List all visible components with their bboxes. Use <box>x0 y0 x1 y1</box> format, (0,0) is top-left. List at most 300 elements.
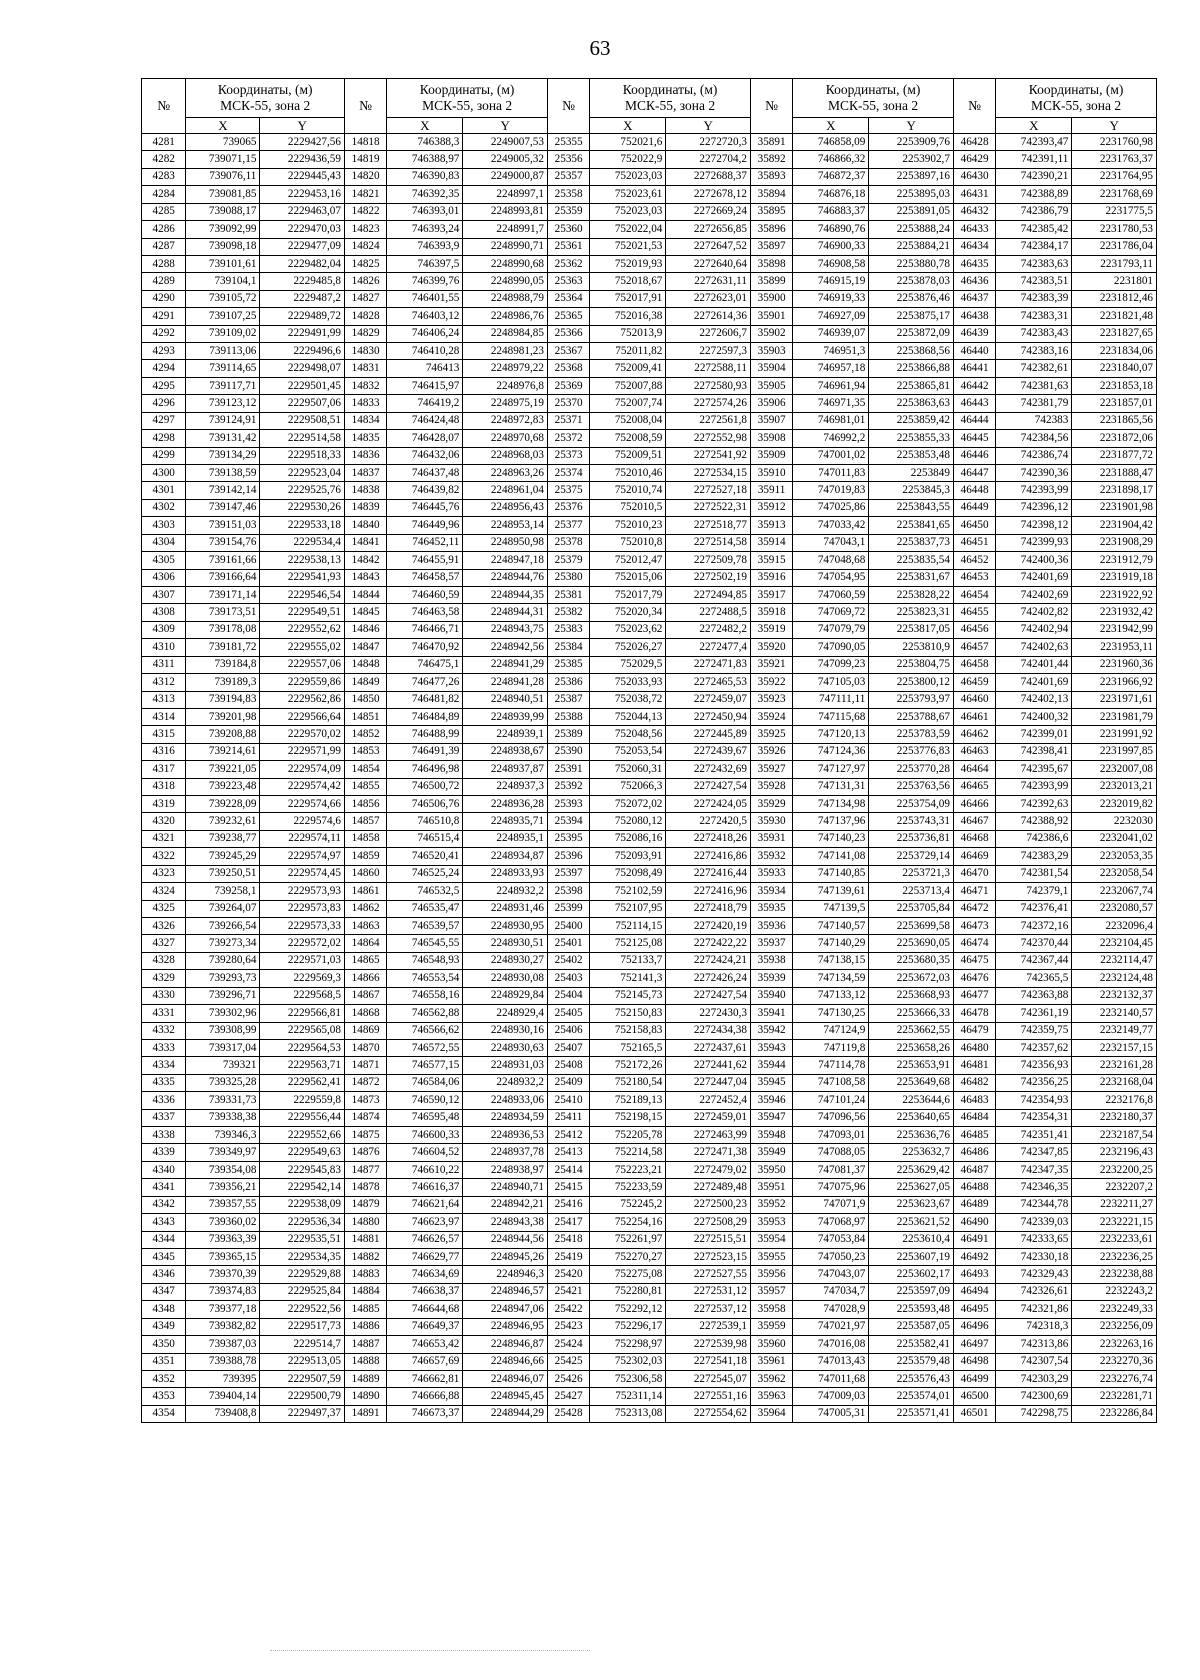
point-number: 25426 <box>547 1370 589 1387</box>
y-coordinate: 2248929,84 <box>463 987 548 1004</box>
point-number: 4285 <box>142 203 186 220</box>
point-number: 25361 <box>547 238 589 255</box>
y-coordinate: 2253884,21 <box>869 238 954 255</box>
table-row <box>142 412 1157 429</box>
point-number: 14837 <box>344 465 386 482</box>
y-coordinate: 2272479,02 <box>666 1161 751 1178</box>
x-coordinate: 747021,97 <box>793 1318 869 1335</box>
y-coordinate: 2231853,18 <box>1072 377 1157 394</box>
point-number: 25385 <box>547 656 589 673</box>
x-coordinate: 747111,11 <box>793 691 869 708</box>
x-coordinate: 746515,4 <box>387 830 463 847</box>
y-coordinate: 2253627,05 <box>869 1179 954 1196</box>
table-row <box>142 203 1157 220</box>
x-coordinate: 742401,69 <box>996 569 1072 586</box>
x-coordinate: 752009,41 <box>590 360 666 377</box>
header-coord-system: МСК-55, зона 2 <box>625 98 716 113</box>
x-coordinate: 742298,75 <box>996 1405 1072 1422</box>
point-number: 14850 <box>344 691 386 708</box>
x-coordinate: 747140,57 <box>793 917 869 934</box>
y-coordinate: 2229489,72 <box>260 308 345 325</box>
x-coordinate: 752044,13 <box>590 708 666 725</box>
y-coordinate: 2248946,07 <box>463 1370 548 1387</box>
header-coord-title: Координаты, (м) <box>1028 82 1124 98</box>
point-number: 14834 <box>344 412 386 429</box>
y-coordinate: 2231901,98 <box>1072 499 1157 516</box>
point-number: 4344 <box>142 1231 186 1248</box>
y-coordinate: 2253770,28 <box>869 761 954 778</box>
point-number: 35964 <box>750 1405 792 1422</box>
y-coordinate: 2231960,36 <box>1072 656 1157 673</box>
point-number: 14841 <box>344 534 386 551</box>
x-coordinate: 752080,12 <box>590 813 666 830</box>
point-number: 4301 <box>142 482 186 499</box>
y-coordinate: 2229525,76 <box>260 482 345 499</box>
x-coordinate: 752015,06 <box>590 569 666 586</box>
table-row <box>142 377 1157 394</box>
point-number: 46457 <box>953 639 995 656</box>
x-coordinate: 742321,86 <box>996 1301 1072 1318</box>
x-coordinate: 752017,91 <box>590 290 666 307</box>
y-coordinate: 2229559,86 <box>260 674 345 691</box>
x-coordinate: 752022,9 <box>590 151 666 168</box>
y-coordinate: 2253875,17 <box>869 308 954 325</box>
point-number: 25382 <box>547 604 589 621</box>
point-number: 4347 <box>142 1283 186 1300</box>
x-coordinate: 746604,52 <box>387 1144 463 1161</box>
point-number: 35898 <box>750 255 792 272</box>
y-coordinate: 2229562,41 <box>260 1074 345 1091</box>
y-coordinate: 2229507,59 <box>260 1370 345 1387</box>
point-number: 14873 <box>344 1092 386 1109</box>
y-coordinate: 2253828,22 <box>869 586 954 603</box>
y-coordinate: 2272606,7 <box>666 325 751 342</box>
y-coordinate: 2248944,76 <box>463 569 548 586</box>
x-coordinate: 747133,12 <box>793 987 869 1004</box>
point-number: 4314 <box>142 708 186 725</box>
x-coordinate: 746939,07 <box>793 325 869 342</box>
x-coordinate: 752172,26 <box>590 1057 666 1074</box>
point-number: 25379 <box>547 552 589 569</box>
x-coordinate: 739194,83 <box>186 691 260 708</box>
point-number: 25380 <box>547 569 589 586</box>
table-row <box>142 708 1157 725</box>
table-row <box>142 656 1157 673</box>
y-coordinate: 2232233,61 <box>1072 1231 1157 1248</box>
point-number: 46495 <box>953 1301 995 1318</box>
x-coordinate: 739280,64 <box>186 952 260 969</box>
y-coordinate: 2272539,1 <box>666 1318 751 1335</box>
y-coordinate: 2231865,56 <box>1072 412 1157 429</box>
y-coordinate: 2232013,21 <box>1072 778 1157 795</box>
x-coordinate: 752302,03 <box>590 1353 666 1370</box>
point-number: 25423 <box>547 1318 589 1335</box>
table-row <box>142 1022 1157 1039</box>
y-coordinate: 2248997,1 <box>463 186 548 203</box>
x-coordinate: 739076,11 <box>186 168 260 185</box>
point-number: 4330 <box>142 987 186 1004</box>
table-row <box>142 743 1157 760</box>
x-coordinate: 746883,37 <box>793 203 869 220</box>
x-coordinate: 752022,04 <box>590 221 666 238</box>
x-coordinate: 752072,02 <box>590 796 666 813</box>
header-x: X <box>186 118 260 134</box>
y-coordinate: 2253649,68 <box>869 1074 954 1091</box>
x-coordinate: 752133,7 <box>590 952 666 969</box>
x-coordinate: 742399,01 <box>996 726 1072 743</box>
point-number: 35911 <box>750 482 792 499</box>
x-coordinate: 746662,81 <box>387 1370 463 1387</box>
x-coordinate: 747025,86 <box>793 499 869 516</box>
point-number: 35948 <box>750 1127 792 1144</box>
x-coordinate: 752013,9 <box>590 325 666 342</box>
header-x: X <box>387 118 463 134</box>
x-coordinate: 742346,35 <box>996 1179 1072 1196</box>
x-coordinate: 746992,2 <box>793 430 869 447</box>
y-coordinate: 2248930,63 <box>463 1039 548 1056</box>
x-coordinate: 739293,73 <box>186 970 260 987</box>
y-coordinate: 2232080,57 <box>1072 900 1157 917</box>
point-number: 4350 <box>142 1336 186 1353</box>
table-row <box>142 1370 1157 1387</box>
x-coordinate: 747019,83 <box>793 482 869 499</box>
point-number: 14888 <box>344 1353 386 1370</box>
point-number: 35946 <box>750 1092 792 1109</box>
x-coordinate: 742381,54 <box>996 865 1072 882</box>
point-number: 14865 <box>344 952 386 969</box>
y-coordinate: 2231821,48 <box>1072 308 1157 325</box>
table-row <box>142 987 1157 1004</box>
point-number: 4341 <box>142 1179 186 1196</box>
point-number: 14856 <box>344 796 386 813</box>
table-row <box>142 674 1157 691</box>
table-row <box>142 465 1157 482</box>
y-coordinate: 2229482,04 <box>260 255 345 272</box>
x-coordinate: 747079,79 <box>793 621 869 638</box>
x-coordinate: 739395 <box>186 1370 260 1387</box>
point-number: 46468 <box>953 830 995 847</box>
y-coordinate: 2253587,05 <box>869 1318 954 1335</box>
table-row <box>142 935 1157 952</box>
x-coordinate: 742303,29 <box>996 1370 1072 1387</box>
table-row <box>142 621 1157 638</box>
point-number: 46485 <box>953 1127 995 1144</box>
point-number: 46451 <box>953 534 995 551</box>
point-number: 46439 <box>953 325 995 342</box>
x-coordinate: 752016,38 <box>590 308 666 325</box>
header-coord-title: Координаты, (м) <box>622 82 718 98</box>
y-coordinate: 2253897,16 <box>869 168 954 185</box>
x-coordinate: 742400,36 <box>996 552 1072 569</box>
y-coordinate: 2248976,8 <box>463 377 548 394</box>
table-row <box>142 255 1157 272</box>
point-number: 35894 <box>750 186 792 203</box>
coordinates-table-container <box>141 78 1157 1423</box>
y-coordinate: 2272416,96 <box>666 883 751 900</box>
y-coordinate: 2253793,97 <box>869 691 954 708</box>
x-coordinate: 752053,54 <box>590 743 666 760</box>
point-number: 14882 <box>344 1249 386 1266</box>
y-coordinate: 2272534,15 <box>666 465 751 482</box>
y-coordinate: 2253653,91 <box>869 1057 954 1074</box>
point-number: 25396 <box>547 848 589 865</box>
y-coordinate: 2231942,99 <box>1072 621 1157 638</box>
x-coordinate: 746410,28 <box>387 343 463 360</box>
point-number: 14819 <box>344 151 386 168</box>
x-coordinate: 742393,47 <box>996 134 1072 151</box>
y-coordinate: 2272427,54 <box>666 987 751 1004</box>
y-coordinate: 2229496,6 <box>260 343 345 360</box>
point-number: 46441 <box>953 360 995 377</box>
x-coordinate: 746673,37 <box>387 1405 463 1422</box>
point-number: 4333 <box>142 1039 186 1056</box>
point-number: 46481 <box>953 1057 995 1074</box>
x-coordinate: 739349,97 <box>186 1144 260 1161</box>
header-y: Y <box>260 118 345 134</box>
point-number: 35916 <box>750 569 792 586</box>
x-coordinate: 752007,88 <box>590 377 666 394</box>
point-number: 46431 <box>953 186 995 203</box>
point-number: 25417 <box>547 1214 589 1231</box>
x-coordinate: 746406,24 <box>387 325 463 342</box>
x-coordinate: 742359,75 <box>996 1022 1072 1039</box>
x-coordinate: 747028,9 <box>793 1301 869 1318</box>
point-number: 46498 <box>953 1353 995 1370</box>
y-coordinate: 2231763,37 <box>1072 151 1157 168</box>
y-coordinate: 2248938,67 <box>463 743 548 760</box>
x-coordinate: 746558,16 <box>387 987 463 1004</box>
point-number: 46444 <box>953 412 995 429</box>
y-coordinate: 2253713,4 <box>869 883 954 900</box>
y-coordinate: 2229453,16 <box>260 186 345 203</box>
table-row <box>142 830 1157 847</box>
x-coordinate: 752029,5 <box>590 656 666 673</box>
y-coordinate: 2272541,92 <box>666 447 751 464</box>
x-coordinate: 747054,95 <box>793 569 869 586</box>
point-number: 46453 <box>953 569 995 586</box>
point-number: 25393 <box>547 796 589 813</box>
y-coordinate: 2248956,43 <box>463 499 548 516</box>
point-number: 14843 <box>344 569 386 586</box>
y-coordinate: 2253721,3 <box>869 865 954 882</box>
point-number: 14821 <box>344 186 386 203</box>
header-coord-system: МСК-55, зона 2 <box>1031 98 1122 113</box>
y-coordinate: 2272418,79 <box>666 900 751 917</box>
header-x: X <box>793 118 869 134</box>
header-coordinates <box>186 79 345 118</box>
x-coordinate: 742393,99 <box>996 482 1072 499</box>
y-coordinate: 2272447,04 <box>666 1074 751 1091</box>
y-coordinate: 2229545,83 <box>260 1161 345 1178</box>
y-coordinate: 2248946,57 <box>463 1283 548 1300</box>
x-coordinate: 742347,85 <box>996 1144 1072 1161</box>
y-coordinate: 2272427,54 <box>666 778 751 795</box>
y-coordinate: 2253690,05 <box>869 935 954 952</box>
point-number: 35907 <box>750 412 792 429</box>
point-number: 4354 <box>142 1405 186 1422</box>
table-row <box>142 1092 1157 1109</box>
point-number: 25376 <box>547 499 589 516</box>
y-coordinate: 2248944,56 <box>463 1231 548 1248</box>
x-coordinate: 742400,32 <box>996 708 1072 725</box>
y-coordinate: 2231991,92 <box>1072 726 1157 743</box>
table-row <box>142 1336 1157 1353</box>
y-coordinate: 2231786,04 <box>1072 238 1157 255</box>
point-number: 25424 <box>547 1336 589 1353</box>
point-number: 25405 <box>547 1005 589 1022</box>
y-coordinate: 2231764,95 <box>1072 168 1157 185</box>
point-number: 46434 <box>953 238 995 255</box>
header-coord-system: МСК-55, зона 2 <box>422 98 513 113</box>
y-coordinate: 2272515,51 <box>666 1231 751 1248</box>
x-coordinate: 739264,07 <box>186 900 260 917</box>
point-number: 25408 <box>547 1057 589 1074</box>
x-coordinate: 752010,23 <box>590 517 666 534</box>
x-coordinate: 752019,93 <box>590 255 666 272</box>
point-number: 46460 <box>953 691 995 708</box>
x-coordinate: 739181,72 <box>186 639 260 656</box>
y-coordinate: 2272574,26 <box>666 395 751 412</box>
point-number: 25387 <box>547 691 589 708</box>
y-coordinate: 2253729,14 <box>869 848 954 865</box>
point-number: 14864 <box>344 935 386 952</box>
x-coordinate: 742402,69 <box>996 586 1072 603</box>
x-coordinate: 739388,78 <box>186 1353 260 1370</box>
point-number: 14886 <box>344 1318 386 1335</box>
y-coordinate: 2229574,45 <box>260 865 345 882</box>
point-number: 35959 <box>750 1318 792 1335</box>
y-coordinate: 2272527,55 <box>666 1266 751 1283</box>
x-coordinate: 739092,99 <box>186 221 260 238</box>
y-coordinate: 2272541,18 <box>666 1353 751 1370</box>
y-coordinate: 2253640,65 <box>869 1109 954 1126</box>
y-coordinate: 2229574,97 <box>260 848 345 865</box>
point-number: 25360 <box>547 221 589 238</box>
point-number: 46470 <box>953 865 995 882</box>
y-coordinate: 2229487,2 <box>260 290 345 307</box>
y-coordinate: 2253776,83 <box>869 743 954 760</box>
header-y: Y <box>1072 118 1157 134</box>
x-coordinate: 742401,69 <box>996 674 1072 691</box>
x-coordinate: 739363,39 <box>186 1231 260 1248</box>
y-coordinate: 2231760,98 <box>1072 134 1157 151</box>
y-coordinate: 2229525,84 <box>260 1283 345 1300</box>
point-number: 35958 <box>750 1301 792 1318</box>
y-coordinate: 2248937,87 <box>463 761 548 778</box>
x-coordinate: 742318,3 <box>996 1318 1072 1335</box>
y-coordinate: 2248930,08 <box>463 970 548 987</box>
point-number: 25414 <box>547 1161 589 1178</box>
point-number: 25398 <box>547 883 589 900</box>
point-number: 4345 <box>142 1249 186 1266</box>
y-coordinate: 2248990,68 <box>463 255 548 272</box>
y-coordinate: 2248937,78 <box>463 1144 548 1161</box>
x-coordinate: 752021,6 <box>590 134 666 151</box>
x-coordinate: 752008,04 <box>590 412 666 429</box>
scan-artifact <box>270 1650 590 1655</box>
y-coordinate: 2229500,79 <box>260 1388 345 1405</box>
x-coordinate: 747075,96 <box>793 1179 869 1196</box>
point-number: 25427 <box>547 1388 589 1405</box>
y-coordinate: 2272623,01 <box>666 290 751 307</box>
x-coordinate: 746470,92 <box>387 639 463 656</box>
point-number: 25383 <box>547 621 589 638</box>
y-coordinate: 2248942,56 <box>463 639 548 656</box>
table-row <box>142 221 1157 238</box>
x-coordinate: 739331,73 <box>186 1092 260 1109</box>
point-number: 4302 <box>142 499 186 516</box>
x-coordinate: 742402,94 <box>996 621 1072 638</box>
point-number: 35950 <box>750 1161 792 1178</box>
y-coordinate: 2232030 <box>1072 813 1157 830</box>
x-coordinate: 747105,03 <box>793 674 869 691</box>
table-row <box>142 1039 1157 1056</box>
x-coordinate: 752012,47 <box>590 552 666 569</box>
y-coordinate: 2272527,18 <box>666 482 751 499</box>
x-coordinate: 739173,51 <box>186 604 260 621</box>
y-coordinate: 2232263,16 <box>1072 1336 1157 1353</box>
x-coordinate: 747093,01 <box>793 1127 869 1144</box>
x-coordinate: 739105,72 <box>186 290 260 307</box>
point-number: 14869 <box>344 1022 386 1039</box>
y-coordinate: 2272561,8 <box>666 412 751 429</box>
point-number: 35931 <box>750 830 792 847</box>
x-coordinate: 739356,21 <box>186 1179 260 1196</box>
x-coordinate: 752223,21 <box>590 1161 666 1178</box>
y-coordinate: 2272704,2 <box>666 151 751 168</box>
x-coordinate: 742402,63 <box>996 639 1072 656</box>
x-coordinate: 739098,18 <box>186 238 260 255</box>
y-coordinate: 2248945,45 <box>463 1388 548 1405</box>
point-number: 4291 <box>142 308 186 325</box>
point-number: 35913 <box>750 517 792 534</box>
point-number: 35910 <box>750 465 792 482</box>
point-number: 46480 <box>953 1039 995 1056</box>
table-row <box>142 883 1157 900</box>
point-number: 35947 <box>750 1109 792 1126</box>
x-coordinate: 742398,41 <box>996 743 1072 760</box>
x-coordinate: 742398,12 <box>996 517 1072 534</box>
x-coordinate: 747120,13 <box>793 726 869 743</box>
x-coordinate: 747088,05 <box>793 1144 869 1161</box>
y-coordinate: 2229564,53 <box>260 1039 345 1056</box>
point-number: 14823 <box>344 221 386 238</box>
y-coordinate: 2229546,54 <box>260 586 345 603</box>
table-row <box>142 134 1157 151</box>
x-coordinate: 746449,96 <box>387 517 463 534</box>
point-number: 25363 <box>547 273 589 290</box>
point-number: 14878 <box>344 1179 386 1196</box>
x-coordinate: 746403,12 <box>387 308 463 325</box>
y-coordinate: 2229559,8 <box>260 1092 345 1109</box>
y-coordinate: 2231840,07 <box>1072 360 1157 377</box>
x-coordinate: 739201,98 <box>186 708 260 725</box>
point-number: 25359 <box>547 203 589 220</box>
point-number: 46491 <box>953 1231 995 1248</box>
y-coordinate: 2272509,78 <box>666 552 751 569</box>
point-number: 35923 <box>750 691 792 708</box>
point-number: 14829 <box>344 325 386 342</box>
y-coordinate: 2248942,21 <box>463 1196 548 1213</box>
x-coordinate: 747053,84 <box>793 1231 869 1248</box>
point-number: 14877 <box>344 1161 386 1178</box>
y-coordinate: 2232019,82 <box>1072 796 1157 813</box>
table-row <box>142 1109 1157 1126</box>
x-coordinate: 739214,61 <box>186 743 260 760</box>
y-coordinate: 2231971,61 <box>1072 691 1157 708</box>
point-number: 4293 <box>142 343 186 360</box>
x-coordinate: 739354,08 <box>186 1161 260 1178</box>
